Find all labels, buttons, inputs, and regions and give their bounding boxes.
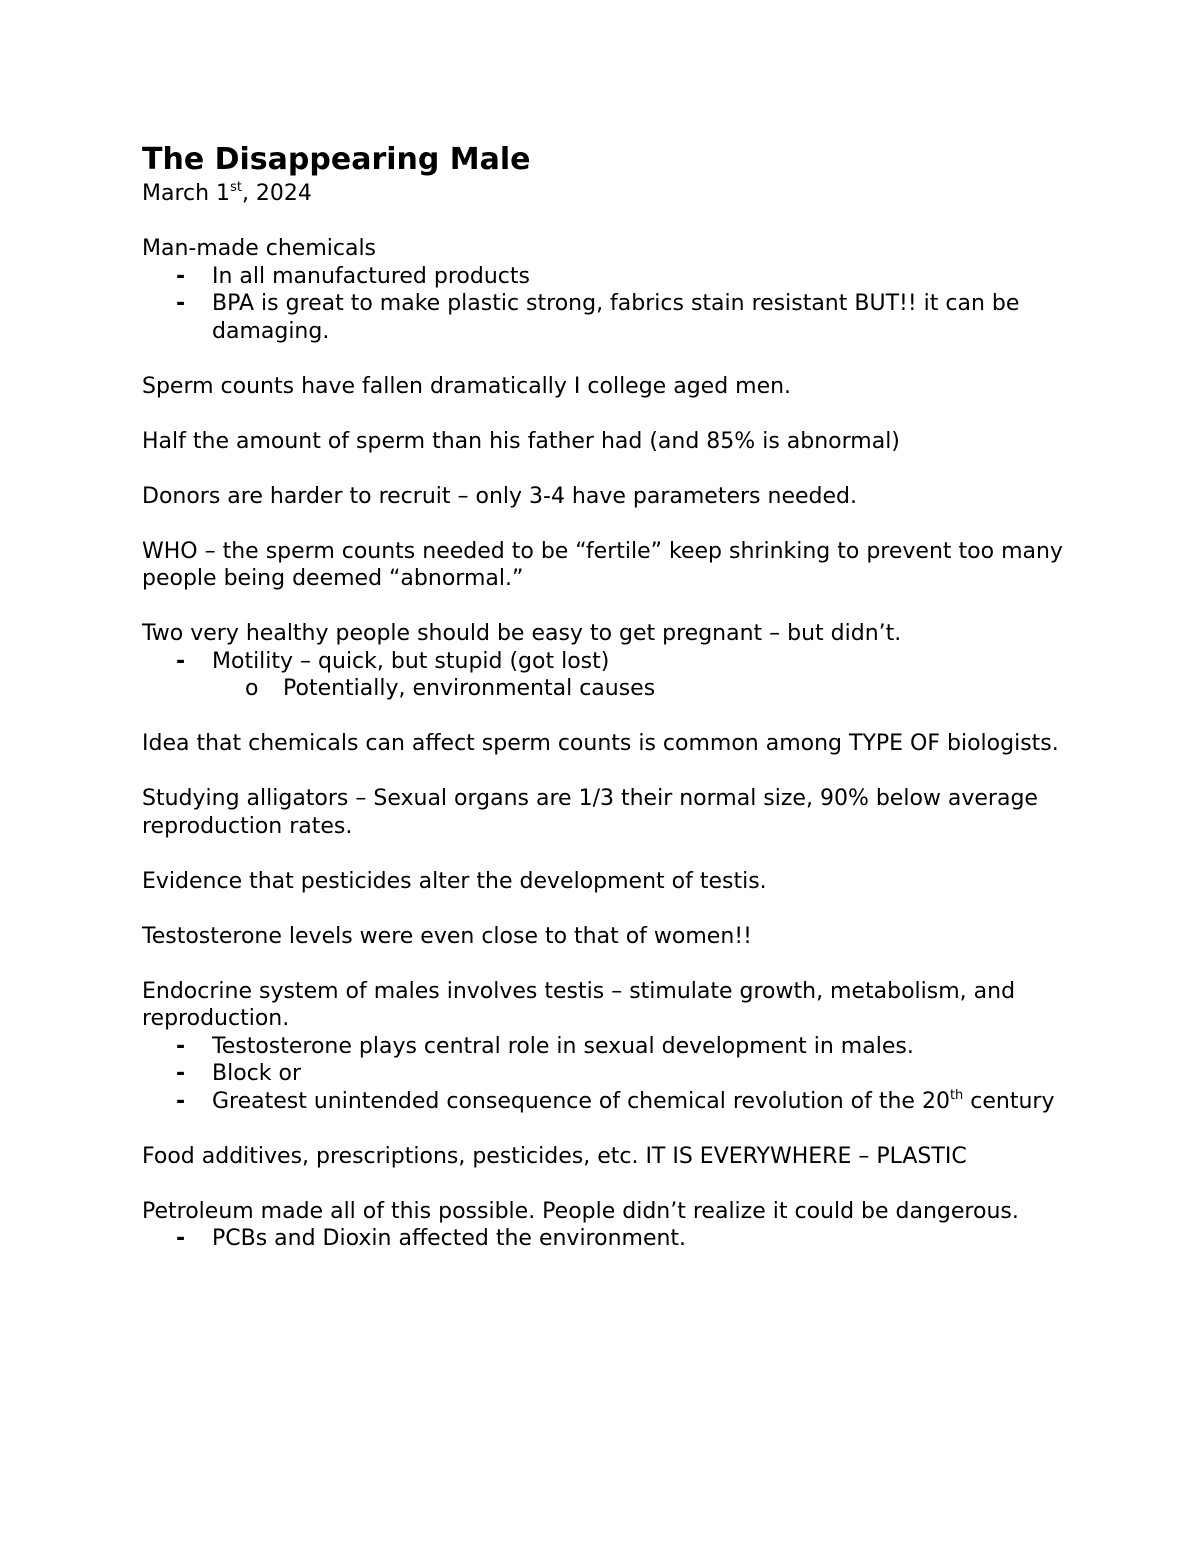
section-heading-healthy-people: Two very healthy people should be easy to get pregnant – but didn’t. bbox=[142, 621, 902, 646]
document-date bbox=[142, 180, 1072, 208]
list-item: - PCBs and Dioxin affected the environment. bbox=[142, 1225, 1072, 1253]
date-superscript: st bbox=[230, 180, 242, 195]
section-heading-chemicals: Man-made chemicals bbox=[142, 236, 377, 261]
document-body bbox=[142, 142, 1072, 1253]
bullet-text-suffix: century bbox=[963, 1088, 1055, 1114]
petroleum-bullet-list bbox=[142, 1225, 1072, 1253]
paragraph-sperm-counts: Sperm counts have fallen dramatically I college aged men. bbox=[142, 373, 792, 399]
bullet-superscript: th bbox=[949, 1087, 964, 1103]
list-item: - Block or bbox=[142, 1060, 1072, 1088]
section-heading-petroleum: Petroleum made all of this possible. People didn’t realize it could be dangerous. bbox=[142, 1198, 1019, 1224]
date-suffix: , 2024 bbox=[241, 181, 312, 206]
list-item bbox=[142, 1088, 1072, 1116]
motility-bullet-list bbox=[142, 648, 1072, 703]
paragraph-evidence: Evidence that pesticides alter the development of testis. bbox=[142, 868, 767, 894]
paragraph-food-additives: Food additives, prescriptions, pesticides, etc. IT IS EVERYWHERE – PLASTIC bbox=[142, 1143, 967, 1169]
paragraph-testosterone: Testosterone levels were even close to that of women!! bbox=[142, 923, 752, 949]
section-heading-endocrine: Endocrine system of males involves testis – stimulate growth, metabolism, and reproduction. bbox=[142, 978, 1016, 1031]
list-item: - Testosterone plays central role in sexual development in males. bbox=[142, 1033, 1072, 1061]
paragraph-half-amount: Half the amount of sperm than his father had (and 85% is abnormal) bbox=[142, 428, 900, 454]
date-prefix: March 1 bbox=[142, 181, 231, 206]
motility-bullet-text: Motility – quick, but stupid (got lost) bbox=[212, 648, 610, 674]
sub-list-item: o Potentially, environmental causes bbox=[142, 675, 1072, 703]
bullet-text-prefix: Greatest unintended consequence of chemical revolution of the 20 bbox=[212, 1088, 950, 1114]
endocrine-bullet-list bbox=[142, 1033, 1072, 1116]
paragraph-alligators: Studying alligators – Sexual organs are 1/3 their normal size, 90% below average reproduction rates. bbox=[142, 786, 1038, 839]
chemicals-bullet-list bbox=[142, 263, 1072, 346]
list-item bbox=[142, 648, 1072, 703]
paragraph-who: WHO – the sperm counts needed to be “fertile” keep shrinking to prevent too many people being deemed “abnormal.” bbox=[142, 538, 1063, 591]
list-item: - BPA is great to make plastic strong, fabrics stain resistant BUT!! it can be damaging. bbox=[142, 290, 1072, 345]
document-title: The Disappearing Male bbox=[142, 142, 531, 177]
sub-bullet-list bbox=[212, 675, 1072, 703]
paragraph-donors: Donors are harder to recruit – only 3-4 have parameters needed. bbox=[142, 483, 857, 509]
paragraph-idea: Idea that chemicals can affect sperm counts is common among TYPE OF biologists. bbox=[142, 731, 1059, 756]
list-item: - In all manufactured products bbox=[142, 263, 1072, 291]
